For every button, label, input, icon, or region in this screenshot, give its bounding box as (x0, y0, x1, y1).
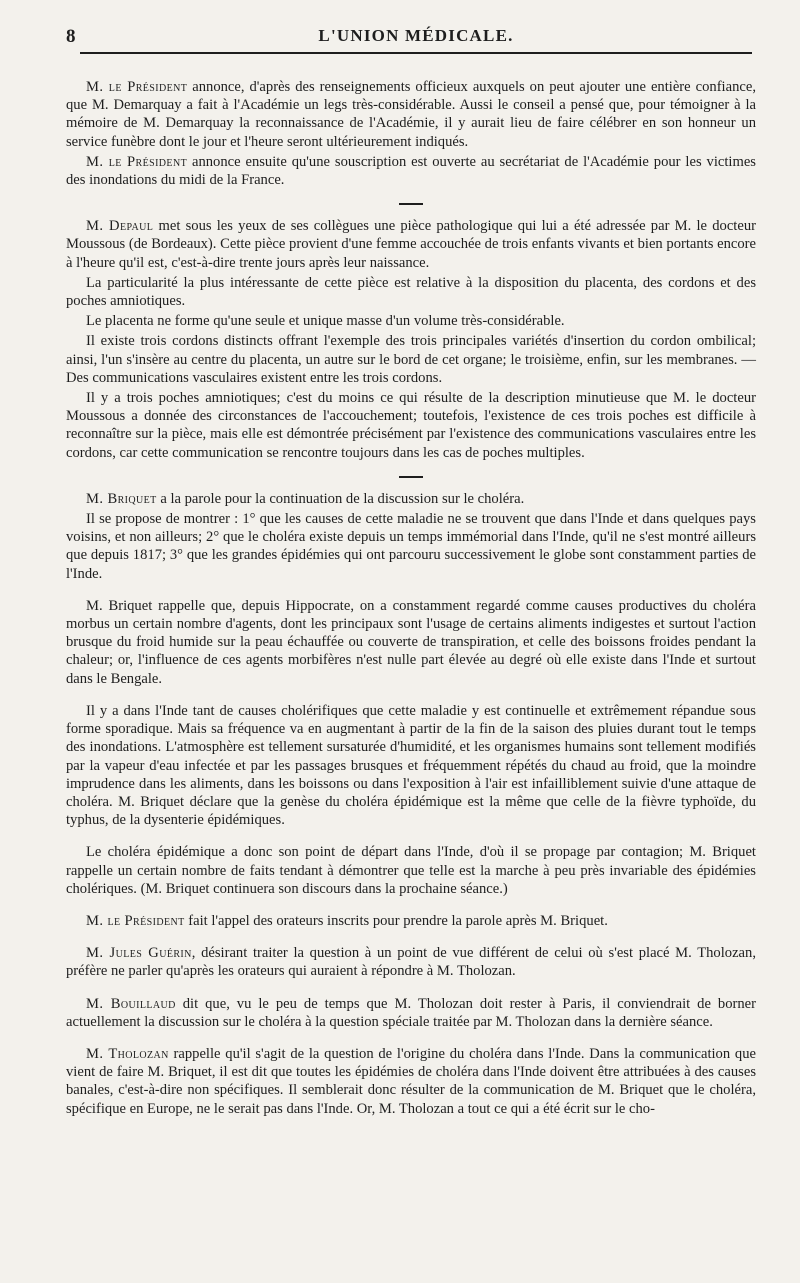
paragraph-text: Il existe trois cordons distincts offrant l'exemple des trois principales variétés d'insertion du cordon ombilical; ainsi, l'un s'insère au centre du placenta, un autre sur le bord de cet organe; le troisième, enfin, sur les membranes. — Des communications vasculaires existent entre les trois cordons. (66, 333, 756, 386)
page-number: 8 (66, 26, 76, 47)
paragraph (66, 995, 756, 1031)
paragraph (66, 153, 756, 189)
paragraph-text: Le placenta ne forme qu'une seule et unique masse d'un volume très-considérable. (86, 313, 565, 330)
paragraph (66, 510, 756, 583)
page-header (66, 22, 752, 54)
paragraph-text: M. Briquet rappelle que, depuis Hippocrate, on a constamment regardé comme causes productives du choléra morbus un certain nombre d'agents, dont les principaux sont l'usage de certains aliments indigestes et surtout l'action brusque du froid humide sur la peau échauffée ou couverte de transpiration, et celle des boissons froides pendant la chaleur; or, l'influence de ces agents morbifères n'est nulle part élevée au degré où elle existe dans l'Inde et surtout dans le Bengale. (66, 597, 756, 687)
paragraph (66, 1045, 756, 1118)
paragraph-text: Il se propose de montrer : 1° que les causes de cette maladie ne se trouvent que dans l'Inde et dans quelques pays voisins, et non ailleurs; 2° que le choléra existe depuis un temps immémorial dans l'Inde, qu'il ne s'est montré ailleurs que depuis 1817; 3° que les grandes épidémies qui ont parcouru successivement le globe sont constamment parties de l'Inde. (66, 511, 756, 582)
section-divider (399, 476, 423, 478)
paragraph-text: Le choléra épidémique a donc son point de départ dans l'Inde, d'où il se propage par contagion; M. Briquet rappelle un certain nombre de faits tendant à démontrer que telle est la marche à peu près invariable des épidémies cholériques. (M. Briquet continuera son discours dans la prochaine séance.) (66, 844, 756, 897)
paragraph (66, 389, 756, 462)
speaker-name: M. le Président (86, 79, 188, 95)
paragraph-text: rappelle qu'il s'agit de la question de l'origine du choléra dans l'Inde. Dans la communication que vient de faire M. Briquet, il est dit que toutes les épidémies de choléra dans l'Inde doivent être attribuées à des causes banales, c'est-à-dire non spécifiques. Il semblerait donc résulter de la communication de M. Briquet que le choléra, spécifique en Europe, ne le serait pas dans l'Inde. Or, M. Tholozan a tout ce qui a été écrit sur le cho- (66, 1045, 756, 1117)
paragraph-text: a la parole pour la continuation de la discussion sur le choléra. (156, 490, 525, 507)
paragraph-text: dit que, vu le peu de temps que M. Tholozan doit rester à Paris, il conviendrait de borner actuellement la discussion sur le choléra à la question spéciale traitée par M. Tholozan dans la dernière séance. (66, 995, 756, 1030)
paragraph (66, 702, 756, 829)
speaker-name: M. Tholozan (86, 1045, 169, 1062)
paragraph (66, 274, 756, 310)
paragraph-text: Il y a trois poches amniotiques; c'est du moins ce qui résulte de la description minutieuse que M. le docteur Moussous a donnée des circonstances de l'accouchement; toutefois, l'existence de ces trois poches est difficile à reconnaître sur la pièce, mais elle est démontrée précisément par l'existence des communications vasculaires entre les cordons, car cette communication se rencontre toujours dans les cas de poches multiples. (66, 390, 756, 461)
paragraph-text: fait l'appel des orateurs inscrits pour prendre la parole après M. Briquet. (184, 912, 608, 929)
paragraph-text: La particularité la plus intéressante de cette pièce est relative à la disposition du placenta, des cordons et des poches amniotiques. (66, 274, 756, 310)
speaker-name: M. Jules Guérin (86, 945, 192, 962)
running-title: L'UNION MÉDICALE. (318, 26, 514, 45)
speaker-name: M. Depaul (86, 218, 154, 235)
paragraph (66, 843, 756, 898)
paragraph-text: annonce, d'après des renseignements officieux auxquels on peut ajouter une entière confiance, que M. Demarquay a fait à l'Académie un legs très-considérable. Aussi le conseil a pensé que, pour témoigner à la mémoire de M. Demarquay la reconnaissance de l'Académie, il y aurait lieu de faire célébrer en son honneur un service funèbre dont le jour et l'heure seront ultérieurement indiqués. (66, 79, 756, 150)
speaker-name: M. Bouillaud (86, 995, 176, 1012)
paragraph-text: met sous les yeux de ses collègues une pièce pathologique qui lui a été adressée par M. le docteur Moussous (de Bordeaux). Cette pièce provient d'une femme accouchée de trois enfants vivants et bien portants encore à l'heure qu'il est, c'est-à-dire trente jours après leur naissance. (66, 218, 756, 271)
paragraph (66, 597, 756, 688)
paragraph-text: annonce ensuite qu'une souscription est ouverte au secrétariat de l'Académie pour les victimes des inondations du midi de la France. (66, 153, 756, 189)
paragraph (66, 332, 756, 387)
paragraph (66, 490, 756, 508)
paragraph-text: , désirant traiter la question à un point de vue différent de celui où s'est placé M. Tholozan, préfère ne parler qu'après les orateurs qui auraient à répondre à M. Tholozan. (66, 945, 756, 980)
paragraph (66, 944, 756, 980)
section-divider (399, 203, 423, 205)
paragraph (66, 217, 756, 272)
speaker-name: M. le Président (86, 153, 188, 170)
speaker-name: M. Briquet (86, 490, 157, 507)
paragraph (66, 78, 756, 151)
paragraph (66, 312, 756, 330)
article-body (66, 78, 756, 1118)
speaker-name: M. le Président (86, 912, 185, 929)
paragraph (66, 912, 756, 930)
paragraph-text: Il y a dans l'Inde tant de causes cholérifiques que cette maladie y est continuelle et extrêmement répandue sous forme sporadique. Mais sa fréquence va en augmentant à partir de la fin de la saison des pluies durant tout le temps des inondations. L'atmosphère est tellement sursaturée d'humidité, et les organismes humains sont tellement modifiés par la vapeur d'eau infectée et par les passages brusques et fréquemment répétés du chaud au froid, que la moindre imprudence dans les aliments, dans les boissons ou dans l'exposition à l'air est infailliblement suivie d'une attaque de choléra. M. Briquet déclare que la genèse du choléra épidémique est la même que celle de la fièvre typhoïde, du typhus, de la dysenterie épidémiques. (66, 702, 756, 829)
